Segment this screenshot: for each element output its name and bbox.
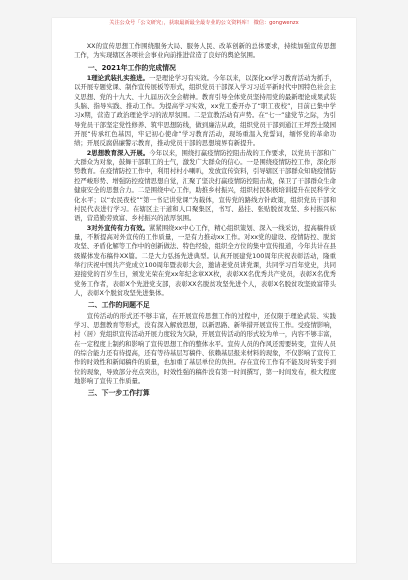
item-2-heading: 2思想教育深入开展。 bbox=[86, 148, 150, 157]
section-2-heading: 二、工作的问题不足 bbox=[87, 301, 150, 310]
item-3-heading: 3对外宣传有力有效。 bbox=[86, 223, 149, 232]
item-1-paragraph bbox=[74, 74, 336, 149]
item-1-heading: 1理论武装扎实推进。 bbox=[86, 74, 149, 83]
item-3-text: 紧紧围绕xx中心工作，精心组织策划、深入一线采访，提高稿件质量，不断提高对外宣传的工作质量，一是有力推动xx工作。对xx党的建设、疫情防控、脱贫攻坚、矛盾化解等工作中的创新做法、特色经验，组织全方位的集中宣传报道，今年共计在县级媒体发布稿件XX篇。二是大力弘扬先进典型。认真开展建党100周年庆祝表彰活动，隆重举行庆祝中国共产党成立100周年暨表彰大会，邀请老党员讲党课，共同学习百年党史，共同迎接党的百岁生日，颁发光荣在党xx年纪念章XX枚，表彰XX名优秀共产党员，表彰X名优秀党务工作者，表彰X个先进党支部，表彰XX名脱贫攻坚先进个人，表彰X名脱贫攻坚致富带头人，表彰X个脱贫攻坚先进集体。 bbox=[74, 223, 337, 297]
item-3-paragraph bbox=[74, 224, 336, 299]
document-page bbox=[52, 18, 356, 563]
section-1-heading: 一、2021年工作的完成情况 bbox=[87, 63, 176, 72]
item-2-text: 今年以来，围绕打赢疫情防控阻击战的工作要求，以党员干部和广大群众为对象，鼓舞干部职工的士气，激发广大群众的信心。一是围绕疫情防控工作，深化形势教育。在疫情防控工作中，利用村村小喇叭，发放宣传资料，引导辖区干部群众知晓疫情防控严峻形势、增强防控疫情思想自觉，汇聚了坚决打赢疫情防控阻击战，保卫了干部群众生命健康安全的思想合力。二是围绕中心工作，助推乡村振兴，组织村民积极培训提升在民科学文化水平；以“农民夜校”“第一书记讲党课”为载体，宣传党的路线方针政策，组织党员干部和村民代表进行学习。在辖区主干道和人口聚集区，书写、悬挂、张贴脱贫攻坚、乡村振兴标语，营造勤劳致富、乡村振兴的浓厚氛围。 bbox=[74, 148, 337, 223]
document-body bbox=[74, 42, 336, 400]
section-3-heading: 三、下一步工作打算 bbox=[87, 389, 150, 398]
item-2-paragraph bbox=[74, 149, 336, 224]
watermark-banner: 关注公众号「公文研究」，获取最新最全最专业的公文资料库！ 微信：gongwenzx bbox=[109, 20, 299, 26]
section-2-paragraph: 宣传活动的形式还不够丰富，在开展宣传思想工作的过程中，还仅限于理论武装、实践学习、思想教育等形式，没有深入解放思想，以新思路、新举措开展宣传工作。受疫情影响，村（居）党组织宣传活动开展力度较为欠缺，开展宣传活动的形式较为单一，内容不够丰富，在一定程度上制约和影响了宣传思想工作的整体水平。宣传人员的作风还需要转变，宣传人员的综合能力还有待提高，还有等待基层写稿件、依赖基层报来材料的现象，不仅影响了宣传工作的时效性和新闻稿件的质量，也加重了基层单位的负担。存在宣传工作有不能及时转变手到位的现象，导致部分亮点突出，时效性强的稿件没有第一时间撰写，第一时间发布，极大程度地影响了宣传工作质量。 bbox=[74, 311, 337, 386]
item-1-text: 一是理论学习有实效。今年以来，以深化xx学习教育活动为抓手，以开展专题党课、制作宣传展板等形式，组织党员干部深入学习习近平新时代中国特色社会主义思想、党的十九大、十九届历次全会精神。教育引导全体党员坚持用党的最新理论成果武装头脑、指导实践、推动工作。为提高学习实效，xx党工委开办了“职工夜校”，目前已集中学习x期，营造了政治理论学习的浓厚氛围。二是宣教活动有声势。在“七一”建党节之际，为引导党员干部坚定党性修养、筑牢思想防线，做到廉洁从政，组织党员干部到通江王坪烈士陵园开展“传承红色基因，牢记初心使命”学习教育活动，现场重温入党誓词，缅怀党的革命功绩；开展反腐倡廉警示教育，推动党员干部的思想境界有新提升。 bbox=[74, 74, 337, 148]
intro-paragraph: XX的宣传思想工作围绕服务大局、服务人民、改革创新的总体要求，持续加强宣传思想工作，为实现辖区各项社会事业向前推进营造了良好的舆论氛围。 bbox=[74, 42, 336, 60]
